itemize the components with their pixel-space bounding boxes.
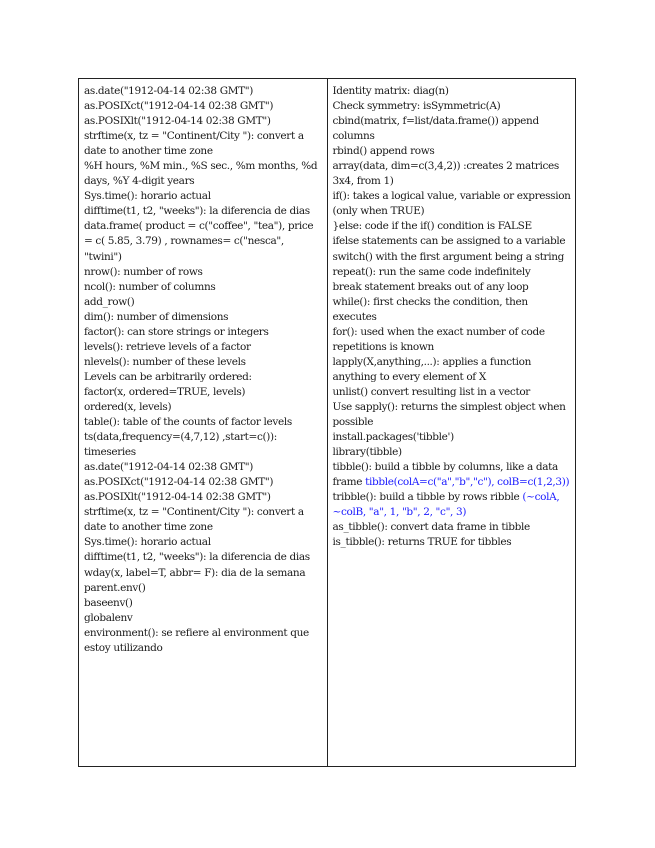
- tribble-description: tribble(): build a tibble by rows ribble: [332, 491, 523, 504]
- text-line: rbind() append rows: [332, 145, 435, 158]
- text-line: as.date("1912-04-14 02:38 GMT"): [84, 85, 254, 97]
- text-line: data.frame( product = c("coffee", "tea"), price = c( 5.85, 3.79) , rownames= c("nesca", "twini"): [84, 220, 314, 263]
- text-line: factor(): can store strings or integers: [84, 325, 269, 338]
- text-line: Sys.time(): horario actual: [84, 190, 211, 203]
- text-line: as.POSIXct("1912-04-14 02:38 GMT"): [84, 100, 274, 113]
- text-line: switch() with the first argument being a string: [332, 250, 565, 263]
- text-line: Sys.time(): horario actual: [84, 536, 211, 549]
- text-line: globalenv: [84, 611, 133, 624]
- text-line: Identity matrix: diag(n): [332, 85, 449, 97]
- text-line: table(): table of the counts of factor levels: [84, 416, 292, 429]
- text-line: strftime(x, tz = "Continent/City "): convert a date to another time zone: [84, 130, 304, 158]
- text-line: ifelse statements can be assigned to a variable: [332, 235, 566, 248]
- text-line: difftime(t1, t2, "weeks"): la diferencia de dias: [84, 551, 310, 564]
- text-line: cbind(matrix, f=list/data.frame()) append columns: [332, 115, 539, 143]
- text-line: is_tibble(): returns TRUE for tibbles: [332, 536, 512, 549]
- text-line: install.packages('tibble'): [332, 431, 454, 444]
- text-line: as_tibble(): convert data frame in tibble: [332, 521, 530, 534]
- text-line: break statement breaks out of any loop: [332, 280, 529, 293]
- tibble-line: [333, 460, 572, 490]
- text-line: wday(x, label=T, abbr= F): dia de la semana: [84, 566, 306, 579]
- text-line: as.POSIXlt("1912-04-14 02:38 GMT"): [84, 491, 271, 504]
- text-line: if(): takes a logical value, variable or expression (only when TRUE): [332, 190, 571, 218]
- text-line: Levels can be arbitrarily ordered:: [84, 370, 252, 383]
- text-line: Use sapply(): returns the simplest object when possible: [332, 400, 566, 429]
- text-line: unlist() convert resulting list in a vector: [332, 385, 530, 398]
- text-line: while(): first checks the condition, then executes: [332, 295, 528, 323]
- text-line: }else: code if the if() condition is FALSE: [332, 220, 532, 233]
- text-line: levels(): retrieve levels of a factor: [84, 340, 251, 353]
- text-line: difftime(t1, t2, "weeks"): la diferencia de dias: [84, 205, 310, 218]
- text-line: ordered(x, levels): [84, 400, 172, 413]
- text-line: strftime(x, tz = "Continent/City "): convert a date to another time zone: [84, 506, 304, 534]
- text-line: array(data, dim=c(3,4,2)) :creates 2 matrices 3x4, from 1): [332, 160, 559, 188]
- text-line: as.date("1912-04-14 02:38 GMT"): [84, 461, 254, 474]
- tibble-code-example: tibble(colA=c("a","b","c"), colB=c(1,2,3)): [365, 476, 570, 489]
- text-line: repeat(): run the same code indefinitely: [332, 265, 531, 278]
- text-line: nlevels(): number of these levels: [84, 355, 246, 368]
- text-line: for(): used when the exact number of code repetitions is known: [332, 325, 545, 353]
- text-line: as.POSIXct("1912-04-14 02:38 GMT"): [84, 476, 274, 489]
- text-line: as.POSIXlt("1912-04-14 02:38 GMT"): [84, 115, 271, 128]
- text-line: Check symmetry: isSymmetric(A): [332, 100, 501, 113]
- text-line: dim(): number of dimensions: [84, 310, 229, 323]
- text-line: baseenv(): [84, 596, 133, 609]
- tribble-code-example: (~colA, ~colB, "a", 1, "b", 2, "c", 3): [332, 491, 560, 519]
- left-column: [79, 79, 328, 766]
- right-column: [328, 79, 576, 766]
- text-line: %H hours, %M min., %S sec., %m months, %d days, %Y 4-digit years: [84, 160, 318, 188]
- text-line: library(tibble): [332, 446, 402, 459]
- text-line: lapply(X,anything,...): applies a function anything to every element of X: [332, 355, 532, 383]
- text-line: environment(): se refiere al environment que estoy utilizando: [84, 626, 309, 654]
- text-line: parent.env(): [84, 581, 146, 594]
- text-line: ncol(): number of columns: [84, 280, 216, 293]
- text-line: factor(x, ordered=TRUE, levels): [84, 385, 246, 398]
- tribble-line: [333, 490, 572, 520]
- tibble-description: tibble(): build a tibble by columns, like a data frame: [332, 461, 558, 489]
- text-line: add_row(): [84, 295, 135, 308]
- text-line: nrow(): number of rows: [84, 265, 203, 278]
- notes-table: [78, 78, 576, 767]
- text-line: ts(data,frequency=(4,7,12) ,start=c()): timeseries: [84, 431, 277, 459]
